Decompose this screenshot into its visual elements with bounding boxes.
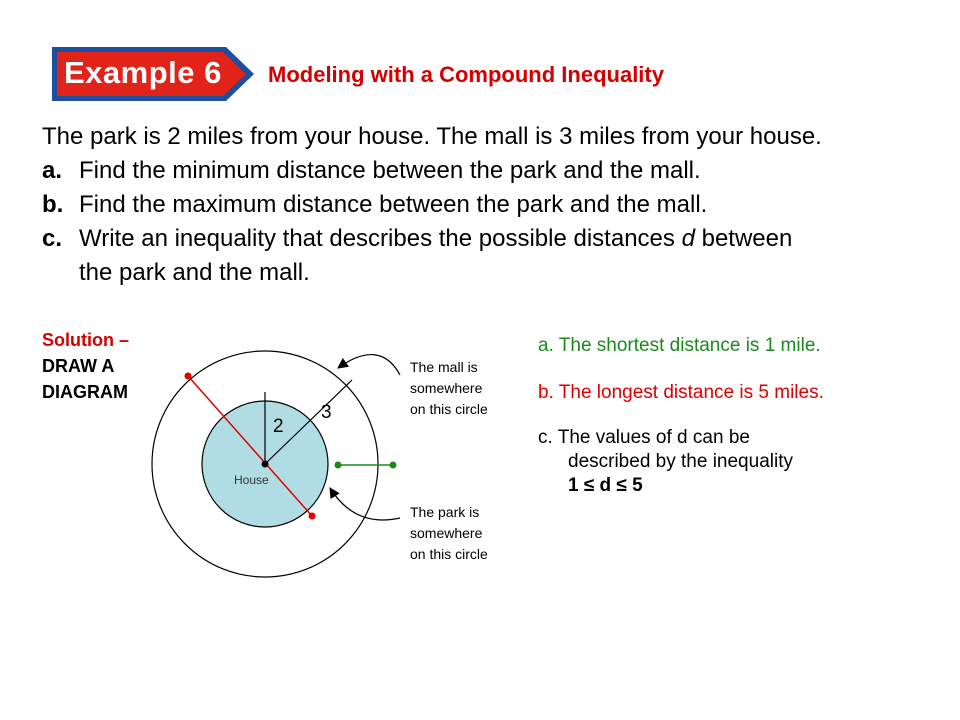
distance-diagram bbox=[140, 330, 410, 590]
note-line: The park is bbox=[410, 504, 480, 520]
mall-point-near bbox=[390, 462, 397, 469]
answer-c-line2: described by the inequality bbox=[568, 451, 793, 472]
house-dot bbox=[262, 461, 269, 468]
example-badge bbox=[50, 45, 256, 103]
park-pointer-arrow bbox=[330, 488, 400, 520]
answer-c-line1: c. The values of d can be bbox=[538, 427, 750, 448]
solution-strategy-line1: DRAW A bbox=[42, 356, 115, 376]
answer-a: a. The shortest distance is 1 mile. bbox=[538, 335, 821, 356]
solution-strategy-line2: DIAGRAM bbox=[42, 382, 128, 402]
mall-circle-note bbox=[410, 357, 488, 420]
park-circle-note bbox=[410, 502, 488, 565]
note-line: somewhere bbox=[410, 525, 483, 541]
note-line: somewhere bbox=[410, 380, 483, 396]
answers-panel bbox=[538, 334, 824, 498]
item-letter: c. bbox=[42, 225, 63, 252]
solution-label bbox=[42, 327, 129, 405]
problem-intro: The park is 2 miles from your house. The mall is 3 miles from your house. bbox=[42, 123, 822, 150]
problem-item-c-continued: the park and the mall. bbox=[79, 259, 310, 286]
item-text: Find the maximum distance between the park and the mall. bbox=[79, 191, 708, 218]
problem-statement bbox=[42, 120, 942, 290]
item-letter: a. bbox=[42, 157, 63, 184]
mall-pointer-arrow bbox=[338, 355, 400, 375]
item-text-before: Write an inequality that describes the possible distances bbox=[79, 225, 682, 252]
mall-point-far bbox=[185, 373, 192, 380]
park-point-far bbox=[309, 513, 316, 520]
inner-radius-label: 2 bbox=[273, 416, 284, 437]
park-point-near bbox=[335, 462, 342, 469]
house-label: House bbox=[234, 473, 269, 487]
answer-b: b. The longest distance is 5 miles. bbox=[538, 382, 824, 403]
item-text: Find the minimum distance between the park and the mall. bbox=[79, 157, 701, 184]
note-line: on this circle bbox=[410, 401, 488, 417]
item-text bbox=[79, 222, 792, 256]
note-line: The mall is bbox=[410, 359, 478, 375]
problem-item-a bbox=[42, 154, 942, 188]
badge-label: Example 6 bbox=[64, 55, 222, 90]
answer-inequality: 1 ≤ d ≤ 5 bbox=[568, 475, 643, 496]
problem-item-c bbox=[42, 222, 942, 256]
variable-d: d bbox=[681, 225, 695, 252]
lesson-title: Modeling with a Compound Inequality bbox=[268, 62, 664, 87]
solution-heading: Solution – bbox=[42, 330, 129, 350]
note-line: on this circle bbox=[410, 546, 488, 562]
problem-item-b bbox=[42, 188, 942, 222]
item-letter: b. bbox=[42, 191, 64, 218]
outer-radius-label: 3 bbox=[321, 402, 332, 423]
item-text-after: between bbox=[694, 225, 793, 252]
